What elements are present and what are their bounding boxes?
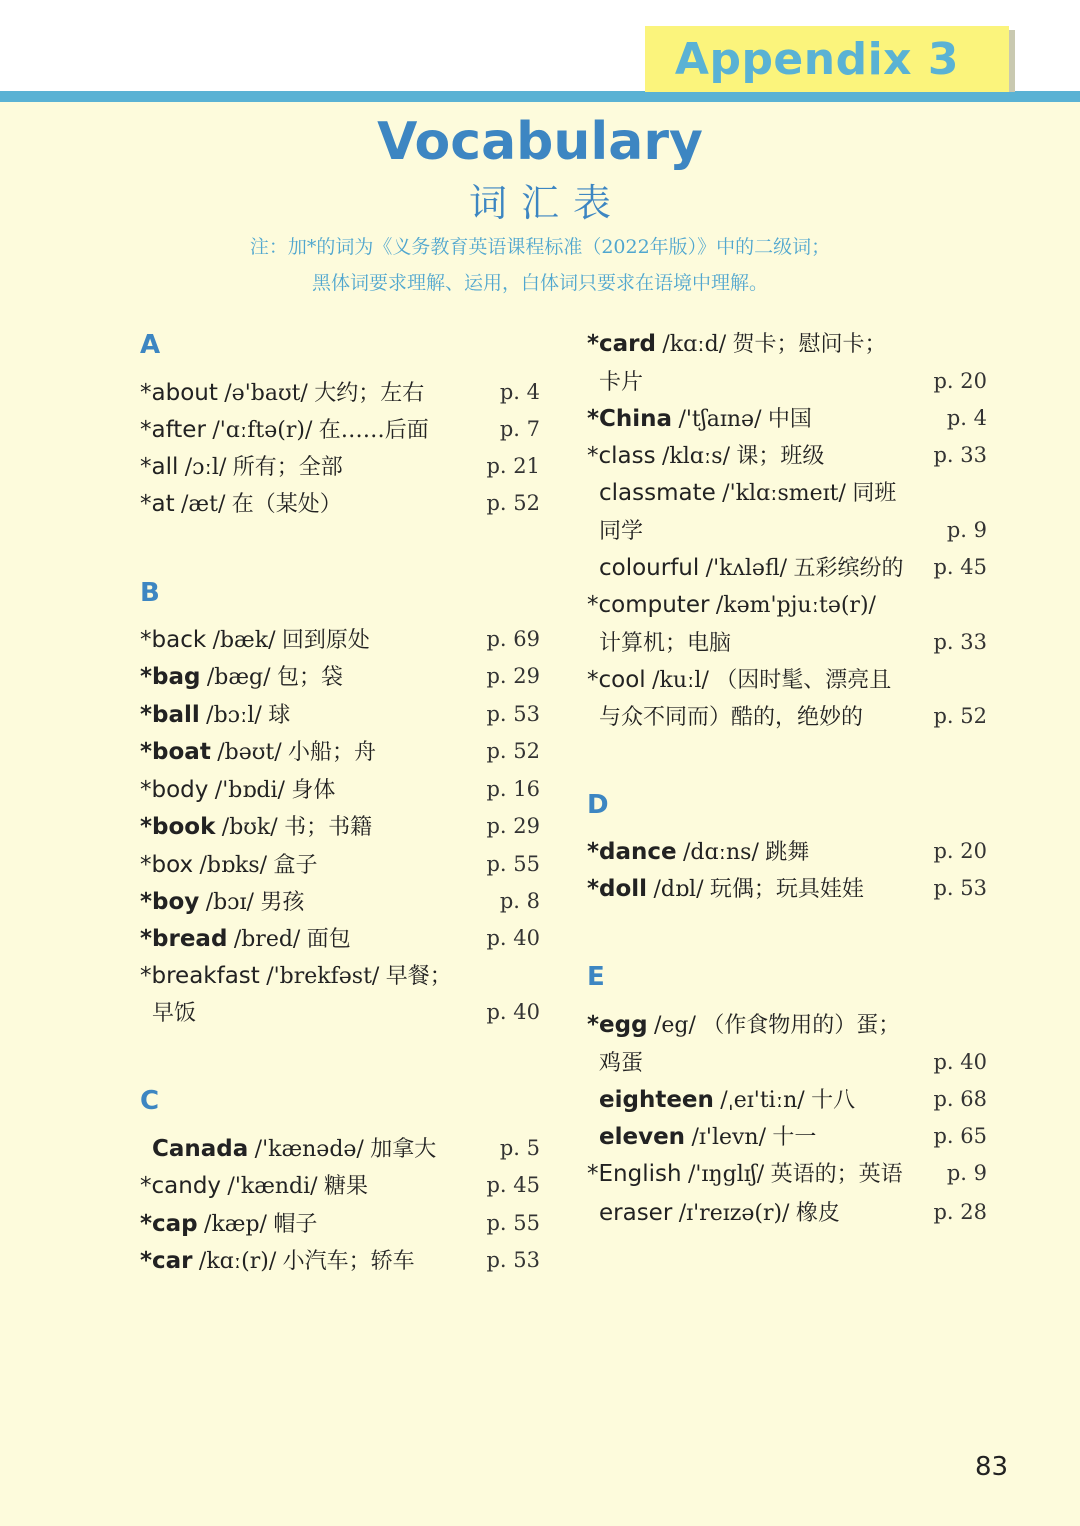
entry [140, 624, 370, 656]
entry [140, 661, 343, 693]
entry-word: *card [587, 331, 656, 357]
entry-ipa: /dɒl/ [653, 877, 704, 902]
entry-meaning: 卡片 [599, 370, 644, 395]
entry-word: *candy [140, 1173, 222, 1199]
entry-ipa: /ɪ'levn/ [691, 1125, 767, 1150]
entry-meaning: 面包 [306, 927, 351, 952]
entry-meaning: 十八 [811, 1088, 856, 1113]
entry-page: p. 4 [946, 406, 987, 430]
entry-page: p. 40 [486, 1000, 540, 1024]
entry-word: eraser [599, 1200, 673, 1226]
entry-continuation [599, 627, 731, 659]
entry-page: p. 8 [499, 889, 540, 913]
appendix-label: Appendix 3 [674, 33, 959, 85]
entry-meaning: 在……后面 [318, 418, 429, 443]
entry [140, 960, 452, 992]
entry-word: *computer [587, 592, 710, 618]
entry [587, 873, 864, 905]
entry [587, 403, 812, 435]
entry-meaning: 计算机；电脑 [599, 631, 732, 656]
entry-page: p. 21 [486, 454, 540, 478]
entry [140, 811, 372, 843]
entry-word: *China [587, 406, 673, 432]
entry [587, 836, 809, 868]
entry-meaning: 书；书籍 [284, 815, 373, 840]
entry-meaning: 玩偶；玩具娃娃 [709, 877, 864, 902]
entry-page: p. 45 [933, 555, 987, 579]
entry-meaning: 加拿大 [370, 1137, 437, 1162]
entry [587, 664, 891, 696]
entry-page: p. 33 [933, 630, 987, 654]
entry-ipa: /bæk/ [212, 628, 276, 653]
entry-word: *car [140, 1248, 193, 1274]
section-heading-a: A [140, 330, 161, 360]
entry-meaning: 糖果 [323, 1174, 368, 1199]
entry-word: eleven [599, 1124, 686, 1150]
entry-meaning: 鸡蛋 [599, 1051, 644, 1076]
entry-meaning: （因时髦、漂亮且 [715, 668, 892, 693]
entry-page: p. 9 [946, 518, 987, 542]
entry [599, 1121, 816, 1153]
entry-word: *dance [587, 839, 677, 865]
entry-continuation [599, 701, 863, 733]
entry-page: p. 28 [933, 1200, 987, 1224]
entry-continuation [599, 366, 643, 398]
entry [140, 377, 424, 409]
entry [587, 1009, 900, 1041]
entry-word: *breakfast [140, 963, 260, 989]
entry-meaning: 大约；左右 [314, 381, 425, 406]
entry-page: p. 69 [486, 627, 540, 651]
note-line-2: 黑体词要求理解、运用，白体词只要求在语境中理解。 [311, 272, 768, 294]
entry-meaning: 小汽车；轿车 [282, 1249, 415, 1274]
entry [140, 414, 429, 446]
entry [140, 699, 290, 731]
entry-page: p. 7 [499, 417, 540, 441]
entry-page: p. 53 [486, 1248, 540, 1272]
page-title: Vocabulary [377, 112, 703, 172]
entry-meaning: 橡皮 [795, 1201, 840, 1226]
section-heading-d: D [587, 790, 609, 820]
entry [587, 440, 824, 472]
entry-word: *class [587, 443, 656, 469]
section-heading-b: B [140, 578, 160, 608]
entry-page: p. 65 [933, 1124, 987, 1148]
entry-meaning: 身体 [291, 778, 336, 803]
entry-page: p. 52 [486, 491, 540, 515]
entry-continuation [599, 1047, 643, 1079]
entry [140, 923, 351, 955]
entry [140, 488, 342, 520]
entry-word: *back [140, 627, 207, 653]
entry-page: p. 20 [933, 369, 987, 393]
entry-word: *all [140, 454, 179, 480]
entry-word: *at [140, 491, 175, 517]
entry-ipa: /'kændi/ [227, 1174, 318, 1199]
section-heading-e: E [587, 962, 605, 992]
entry-word: *doll [587, 876, 648, 902]
entry-meaning: 所有；全部 [232, 455, 343, 480]
entry-ipa: /'klɑːsmeɪt/ [722, 481, 846, 506]
entry-meaning: 球 [268, 703, 291, 728]
entry-ipa: /bred/ [233, 927, 301, 952]
entry [140, 451, 343, 483]
entry-ipa: /'brekfəst/ [266, 964, 380, 989]
entry-ipa: /bæg/ [206, 665, 271, 690]
entry [140, 1170, 368, 1202]
entry-word: *boy [140, 889, 200, 915]
entry-page: p. 33 [933, 443, 987, 467]
section-heading-c: C [140, 1086, 160, 1116]
entry-ipa: /bɒks/ [199, 853, 268, 878]
entry-ipa: /ɔːl/ [184, 455, 227, 480]
entry-ipa: /æt/ [181, 492, 226, 517]
entry-meaning: （作食物用的）蛋； [702, 1013, 901, 1038]
entry-word: *bag [140, 664, 201, 690]
entry-ipa: /ˌeɪ'tiːn/ [720, 1088, 805, 1113]
entry [599, 477, 896, 509]
entry [599, 1197, 840, 1229]
entry-page: p. 52 [486, 739, 540, 763]
entry-ipa: /ɪ'reɪzə(r)/ [678, 1201, 790, 1226]
entry-meaning: 帽子 [273, 1212, 318, 1237]
entry-continuation [599, 515, 643, 547]
entry-page: p. 29 [486, 664, 540, 688]
entry-meaning: 十一 [772, 1125, 817, 1150]
entry-word: Canada [152, 1136, 249, 1162]
entry-page: p. 4 [499, 380, 540, 404]
entry-ipa: /bʊk/ [221, 815, 278, 840]
entry-meaning: 在（某处） [231, 492, 342, 517]
entry-meaning: 贺卡；慰问卡； [732, 332, 887, 357]
entry-meaning: 跳舞 [765, 840, 810, 865]
entry-ipa: /'kʌləfl/ [705, 556, 788, 581]
entry [587, 589, 876, 621]
entry-meaning: 中国 [767, 407, 812, 432]
entry-meaning: 同学 [599, 519, 644, 544]
entry-word: classmate [599, 480, 716, 506]
entry-page: p. 29 [486, 814, 540, 838]
entry-page: p. 40 [933, 1050, 987, 1074]
entry-ipa: /ə'baʊt/ [224, 381, 308, 406]
entry-word: *box [140, 852, 194, 878]
entry [587, 1158, 903, 1190]
entry-word: *ball [140, 702, 200, 728]
entry-meaning: 与众不同而）酷的，绝妙的 [599, 705, 864, 730]
entry-page: p. 16 [486, 777, 540, 801]
appendix-tab [645, 26, 1009, 92]
entry-word: *cool [587, 667, 646, 693]
entry-word: colourful [599, 555, 700, 581]
entry-meaning: 小船；舟 [288, 740, 377, 765]
entry-word: *about [140, 380, 218, 406]
entry-ipa: /kuːl/ [652, 668, 709, 693]
entry-ipa: /'ɪŋglɪʃ/ [687, 1162, 765, 1187]
entry-ipa: /kɑːd/ [662, 332, 727, 357]
page-subtitle: 词汇表 [468, 181, 625, 225]
entry-continuation [152, 997, 196, 1029]
entry-meaning: 同班 [852, 481, 897, 506]
entry-ipa: /kæp/ [204, 1212, 267, 1237]
entry [599, 1084, 855, 1116]
entry-ipa: /'bɒdi/ [214, 778, 285, 803]
entry-meaning: 早餐； [385, 964, 452, 989]
entry-word: *bread [140, 926, 228, 952]
entry-word: *boat [140, 739, 211, 765]
entry-page: p. 55 [486, 1211, 540, 1235]
page-number: 83 [975, 1452, 1009, 1482]
header-rule [0, 91, 1080, 102]
entry [140, 849, 318, 881]
note-line-1: 注：加*的词为《义务教育英语课程标准（2022年版）》中的二级词； [249, 236, 831, 258]
entry-meaning: 课；班级 [736, 444, 825, 469]
entry-page: p. 53 [486, 702, 540, 726]
entry-ipa: /bɔːl/ [206, 703, 262, 728]
entry-ipa: /kɑː(r)/ [198, 1249, 277, 1274]
entry-meaning: 男孩 [260, 890, 305, 915]
entry-meaning: 英语的；英语 [770, 1162, 903, 1187]
entry-page: p. 55 [486, 852, 540, 876]
entry-ipa: /klɑːs/ [662, 444, 730, 469]
entry [152, 1133, 436, 1165]
entry-word: eighteen [599, 1087, 714, 1113]
entry-page: p. 52 [933, 704, 987, 728]
entry-meaning: 早饭 [152, 1001, 197, 1026]
entry-meaning: 包；袋 [276, 665, 343, 690]
entry-page: p. 5 [499, 1136, 540, 1160]
entry [140, 774, 335, 806]
entry-word: *egg [587, 1012, 648, 1038]
entry-page: p. 40 [486, 926, 540, 950]
entry-ipa: /eg/ [653, 1013, 696, 1038]
entry-word: *after [140, 417, 206, 443]
entry [140, 736, 376, 768]
entry [587, 328, 887, 360]
entry-word: *body [140, 777, 209, 803]
entry-ipa: /'kænədə/ [254, 1137, 364, 1162]
entry-meaning: 回到原处 [281, 628, 370, 653]
entry-page: p. 45 [486, 1173, 540, 1197]
entry-meaning: 盒子 [273, 853, 318, 878]
entry [140, 1208, 317, 1240]
entry-page: p. 53 [933, 876, 987, 900]
entry [140, 1245, 415, 1277]
entry-ipa: /bəʊt/ [217, 740, 282, 765]
entry-ipa: /bɔɪ/ [205, 890, 254, 915]
entry-ipa: /kəm'pjuːtə(r)/ [715, 593, 876, 618]
entry-page: p. 20 [933, 839, 987, 863]
entry-page: p. 68 [933, 1087, 987, 1111]
entry-ipa: /'ɑːftə(r)/ [212, 418, 313, 443]
entry-page: p. 9 [946, 1161, 987, 1185]
entry-ipa: /'tʃaɪnə/ [678, 407, 762, 432]
entry-word: *book [140, 814, 216, 840]
entry-meaning: 五彩缤纷的 [793, 556, 904, 581]
entry [599, 552, 903, 584]
entry-word: *cap [140, 1211, 198, 1237]
entry-word: *English [587, 1161, 682, 1187]
entry-ipa: /dɑːns/ [683, 840, 759, 865]
entry [140, 886, 304, 918]
